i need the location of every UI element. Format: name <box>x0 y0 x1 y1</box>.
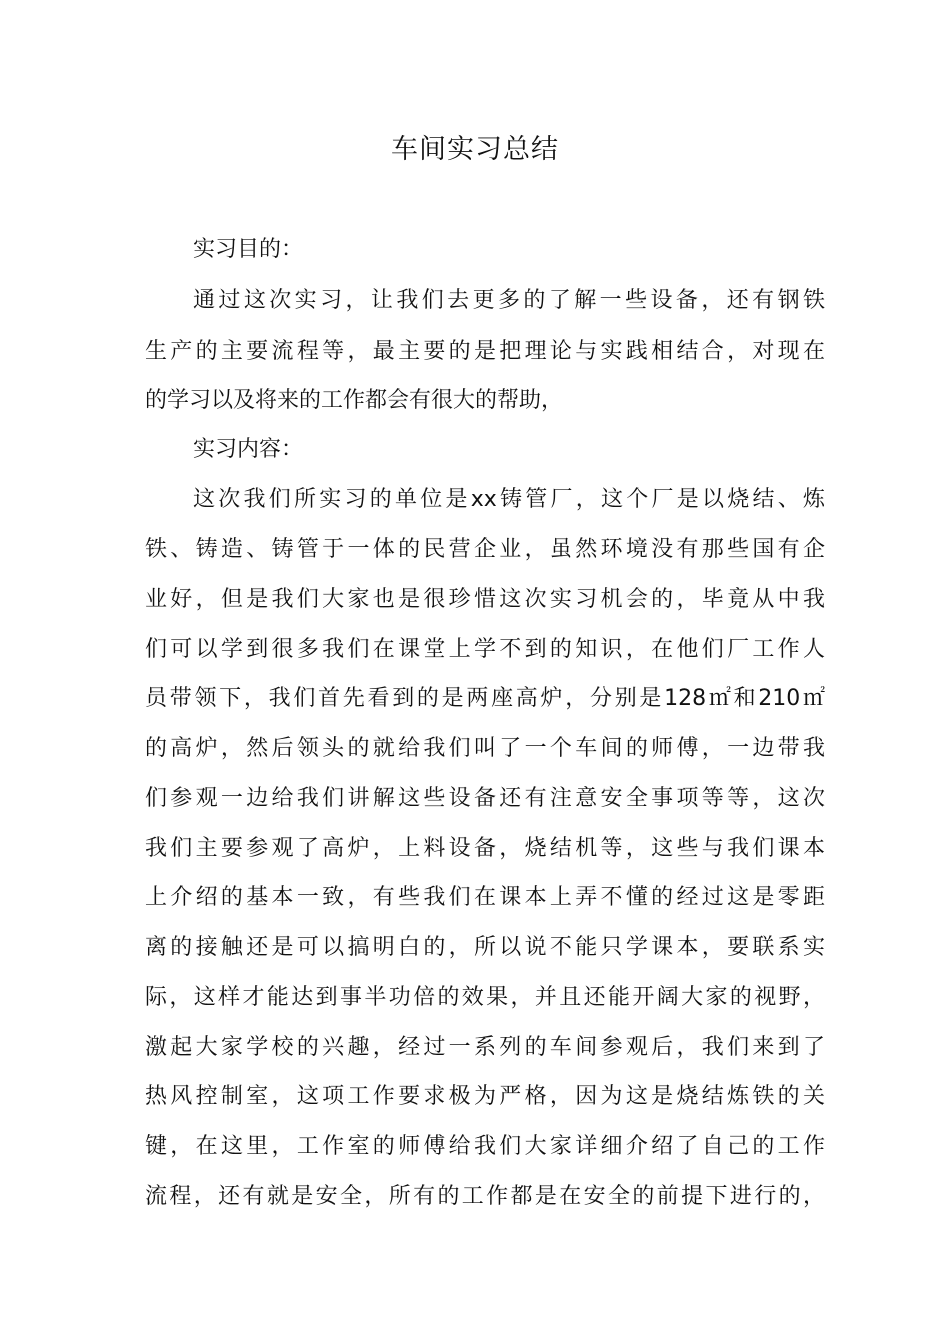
paragraph-line: 激起大家学校的兴趣，经过一系列的车间参观后，我们来到了 <box>145 1035 825 1060</box>
document-title: 车间实习总结 <box>391 134 559 165</box>
paragraph-line: 们参观一边给我们讲解这些设备还有注意安全事项等等，这次 <box>145 786 825 811</box>
paragraph-line: 生产的主要流程等，最主要的是把理论与实践相结合，对现在 <box>145 339 825 364</box>
paragraph-line: 上介绍的基本一致，有些我们在课本上弄不懂的经过这是零距 <box>145 885 825 910</box>
paragraph-line: 的学习以及将来的工作都会有很大的帮助， <box>145 388 564 413</box>
paragraph-line: 热风控制室，这项工作要求极为严格，因为这是烧结炼铁的关 <box>145 1084 825 1109</box>
paragraph-line: 业好，但是我们大家也是很珍惜这次实习机会的，毕竟从中我 <box>145 587 825 612</box>
paragraph-line: 们可以学到很多我们在课堂上学不到的知识，在他们厂工作人 <box>145 637 825 662</box>
paragraph-line: 这次我们所实习的单位是xx铸管厂，这个厂是以烧结、炼 <box>193 487 825 512</box>
paragraph-line: 员带领下，我们首先看到的是两座高炉，分别是128㎡和210㎡ <box>145 686 825 711</box>
paragraph-line: 际，这样才能达到事半功倍的效果，并且还能开阔大家的视野， <box>145 985 825 1010</box>
paragraph-line: 铁、铸造、铸管于一体的民营企业，虽然环境没有那些国有企 <box>145 537 825 562</box>
paragraph-line: 的高炉，然后领头的就给我们叫了一个车间的师傅，一边带我 <box>145 736 825 761</box>
heading-purpose: 实习目的： <box>193 237 304 262</box>
paragraph-line: 离的接触还是可以搞明白的，所以说不能只学课本，要联系实 <box>145 935 825 960</box>
paragraph-line: 键，在这里，工作室的师傅给我们大家详细介绍了自己的工作 <box>145 1134 825 1159</box>
paragraph-line: 流程，还有就是安全，所有的工作都是在安全的前提下进行的， <box>145 1184 825 1209</box>
heading-content: 实习内容： <box>193 437 304 462</box>
paragraph-line: 通过这次实习，让我们去更多的了解一些设备，还有钢铁 <box>193 288 825 313</box>
paragraph-line: 我们主要参观了高炉，上料设备，烧结机等，这些与我们课本 <box>145 836 825 861</box>
